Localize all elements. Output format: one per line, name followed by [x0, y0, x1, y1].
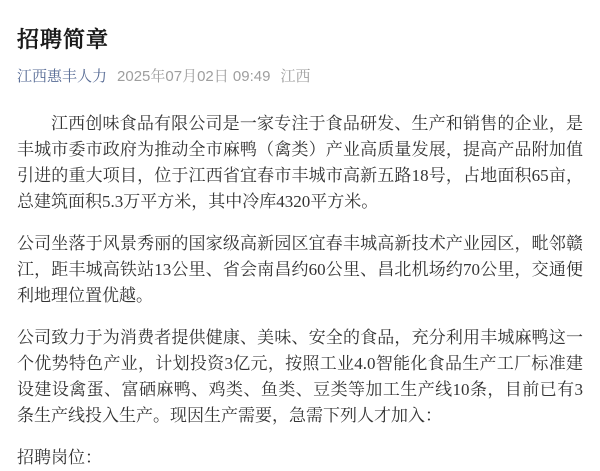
article-body: [17, 111, 583, 471]
paragraph-production-info: 公司致力于为消费者提供健康、美味、安全的食品，充分利用丰城麻鸭这一个优势特色产业，计划投资3亿元，按照工业4.0智能化食品生产工厂标准建设建设禽蛋、富硒麻鸭、鸡类、鱼类、豆类等加工生产线10条，目前已有3条生产线投入生产。现因生产需要，急需下列人才加入：: [17, 328, 583, 425]
article-meta: [17, 67, 583, 87]
publish-location: 江西: [280, 68, 311, 85]
article-title: 招聘简章: [17, 27, 110, 52]
author-link[interactable]: 江西惠丰人力: [17, 68, 108, 85]
paragraph-company-intro: 江西创味食品有限公司是一家专注于食品研发、生产和销售的企业，是丰城市委市政府为推动全市麻鸭（禽类）产业高质量发展，提高产品附加值引进的重大项目，位于江西省宜春市丰城市高新五路18号，占地面积65亩，总建筑面积5.3万平方米，其中冷库4320平方米。: [17, 114, 583, 211]
paragraph-positions-heading: 招聘岗位：: [17, 448, 102, 467]
publish-date: 2025年07月02日 09:49: [117, 68, 271, 85]
paragraph-location-info: 公司坐落于风景秀丽的国家级高新园区宜春丰城高新技术产业园区，毗邻赣江，距丰城高铁站13公里、省会南昌约60公里、昌北机场约70公里，交通便利地理位置优越。: [17, 234, 583, 305]
